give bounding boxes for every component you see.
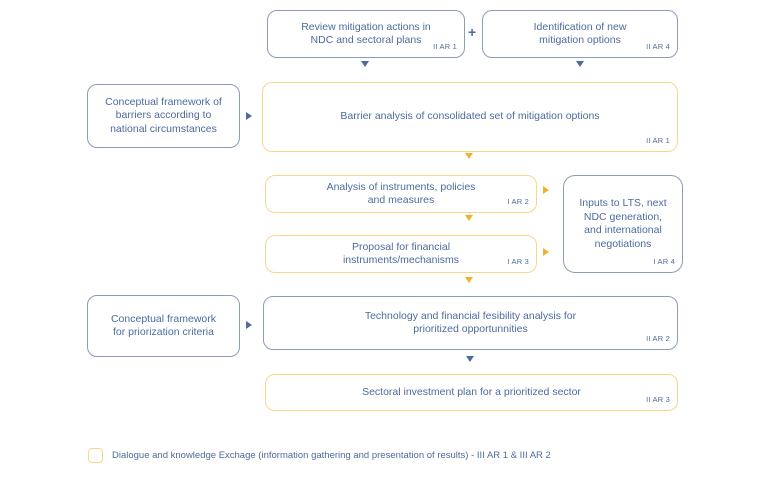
node-text-line: Inputs to LTS, next xyxy=(579,197,667,209)
node-text-line: and international xyxy=(584,224,662,236)
node-conceptual-framework-priorization xyxy=(87,295,240,357)
ar-tag: II AR 4 xyxy=(646,41,670,51)
node-barrier-analysis xyxy=(262,82,678,152)
node-text-line: negotiations xyxy=(594,237,652,250)
node-text-line: Review mitigation actions in xyxy=(301,20,431,33)
node-text-line: Sectoral investment plan for a prioritized sector xyxy=(362,385,581,398)
ar-tag: II AR 1 xyxy=(646,135,670,145)
node-conceptual-framework-barriers xyxy=(87,84,240,148)
ar-tag: II AR 2 xyxy=(646,333,670,343)
legend-yellow-swatch xyxy=(88,448,103,463)
node-analysis-instruments xyxy=(265,175,537,213)
node-tech-feasibility xyxy=(263,296,678,350)
node-text-line: NDC and sectoral plans xyxy=(310,34,422,46)
arrow-down-icon xyxy=(465,277,473,283)
node-inputs-lts xyxy=(563,175,683,273)
ar-tag: I AR 3 xyxy=(507,256,529,266)
ar-tag: II AR 3 xyxy=(646,394,670,404)
node-text-line: Technology and financial fesibility analysis for xyxy=(364,309,577,322)
node-text-line: Barrier analysis of consolidated set of mitigation options xyxy=(340,110,600,123)
ar-tag: I AR 2 xyxy=(507,196,529,206)
arrow-right-icon xyxy=(543,186,549,194)
node-text-line: and measures xyxy=(367,194,435,206)
plus-icon: + xyxy=(468,24,477,40)
node-proposal-financial xyxy=(265,235,537,273)
arrow-down-icon xyxy=(576,61,584,67)
node-text-line: Proposal for financial xyxy=(351,240,451,253)
node-text-line: barriers according to xyxy=(115,109,212,122)
ar-tag: II AR 1 xyxy=(433,41,457,51)
node-text-line: mitigation options xyxy=(539,34,621,46)
node-review-mitigation-actions xyxy=(267,10,465,58)
node-text-line: Identification of new xyxy=(533,20,627,33)
arrow-right-icon xyxy=(543,248,549,256)
node-text-line: Analysis of instruments, policies xyxy=(326,180,476,193)
node-sectoral-investment-plan xyxy=(265,374,678,411)
arrow-right-icon xyxy=(246,112,252,120)
legend-label: Dialogue and knowledge Exchage (information gathering and presentation of results) - III AR 1 & III AR 2 xyxy=(112,450,551,461)
node-text-line: prioritized opportunnities xyxy=(413,323,528,335)
arrow-right-icon xyxy=(246,321,252,329)
node-text-line: Conceptual framework xyxy=(110,312,217,325)
node-text-line: Conceptual framework of xyxy=(105,95,222,108)
arrow-down-icon xyxy=(361,61,369,67)
ar-tag: I AR 4 xyxy=(653,256,675,266)
node-text-line: national circumstances xyxy=(110,122,217,135)
node-identification-new-options xyxy=(482,10,678,58)
node-text-line: instruments/mechanisms xyxy=(342,254,460,266)
arrow-down-icon xyxy=(466,356,474,362)
arrow-down-icon xyxy=(465,215,473,221)
node-text-line: for priorization criteria xyxy=(113,326,214,338)
arrow-down-icon xyxy=(465,153,473,159)
node-text-line: NDC generation, xyxy=(583,210,663,223)
